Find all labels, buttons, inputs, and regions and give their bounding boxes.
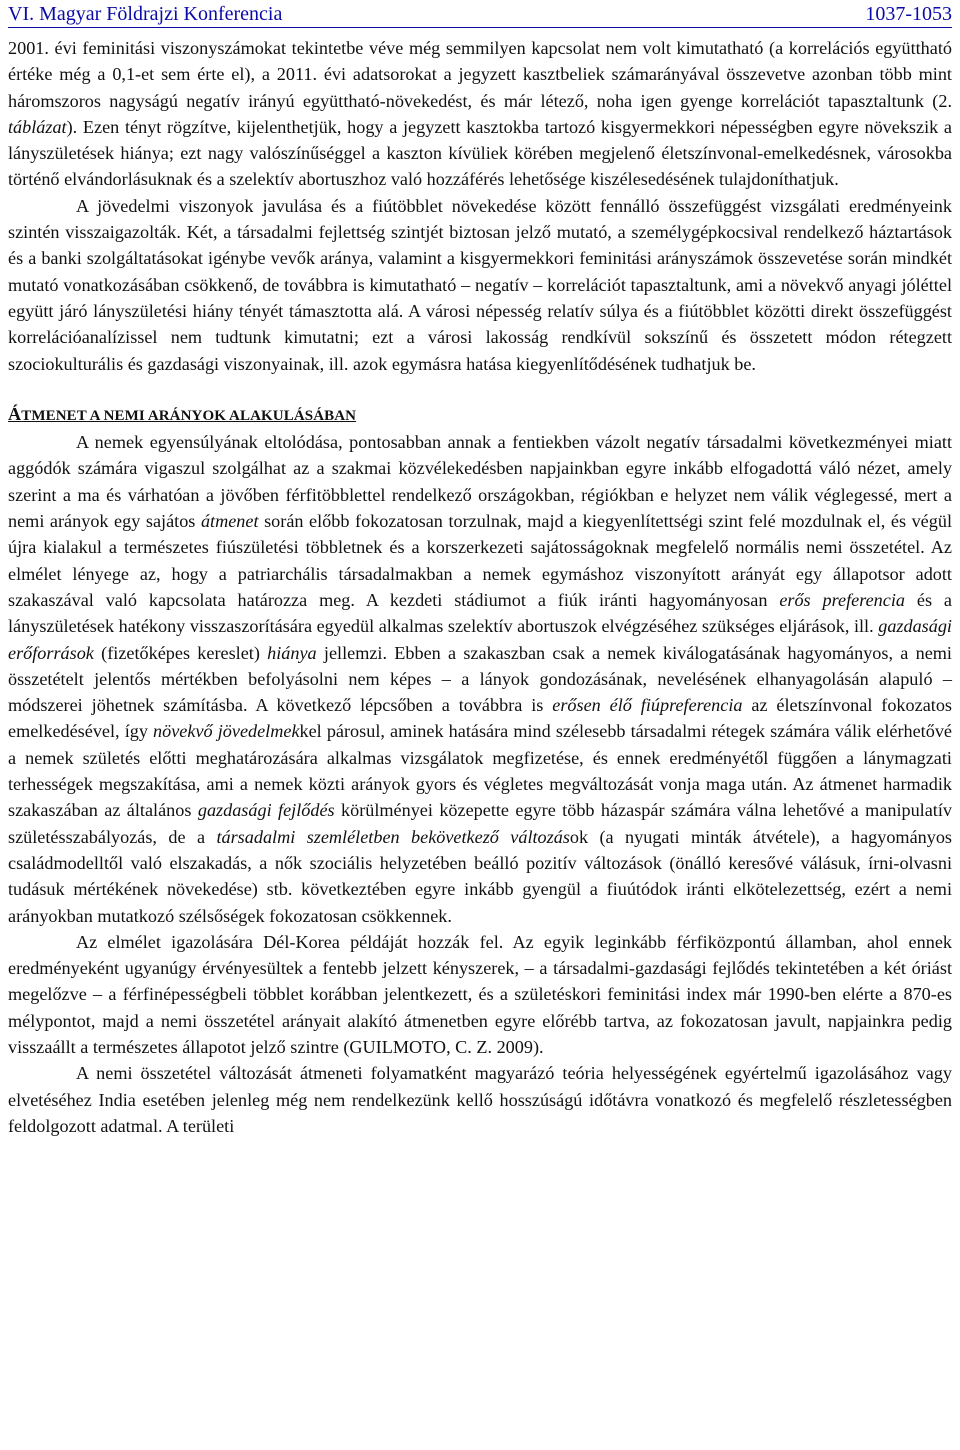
italic-run: átmenet [200, 511, 259, 532]
page-header [8, 0, 952, 28]
article-body [8, 35, 952, 1139]
conference-title: VI. Magyar Földrajzi Konferencia [8, 3, 283, 25]
text-run: körülményei közepette egyre több házaspár számára válna lehetővé a manipulatív születésszabályozás, de a [8, 800, 953, 847]
italic-run: társadalmi szemléletben bekövetkező változás [216, 826, 570, 847]
text-run: az életszínvonal fokozatos emelkedésével, így [8, 695, 952, 742]
text-run: A jövedelmi viszonyok javulása és a fiútöbblet növekedése között fennálló összefüggést vizsgálati eredményeink szintén visszaigazolták. Két, a társadalmi fejlettség szintjét biztosan jelző mutató, a személygépkocsival rendelkező háztartások és a banki szolgáltatásokat igénybe vevők aránya, valamint a kisgyermekkori feminitási arányszámok összevetése során mindkét mutató vonatkozásában csökkenő, de továbbra is kimutatható ‒ negatív ‒ korrelációt tapasztaltunk, ami a növekvő anyagi jóléttel együtt járó lányszületési hiány tényét támasztotta alá. A városi népesség relatív súlya és a fiútöbblet közötti direkt összefüggést korrelációanalízissel nem tudtunk kimutatni; ezt a városi lakosság rendkívül sokszínű és összetett módon rétegzett szociokulturális és gazdasági viszonyainak, ill. azok egymásra hatása kiegyenlítődésének tudhatjuk be. [8, 195, 952, 374]
page-range: 1037-1053 [865, 3, 952, 25]
text-run: ). Ezen tényt rögzítve, kijelenthetjük, hogy a jegyzett kasztokba tartozó kisgyermekkori népességben egyre növekszik a lányszületések hiánya; ezt nagy valószínűséggel a kaszton kívüliek körében megjelenő életszínvonal-emelkedésnek, városokba történő elvándorlásuknak és a szelektív abortuszhoz való hozzáférés lehetősége kiszélesedésének tulajdoníthatjuk. [8, 116, 952, 190]
italic-run: gazdasági erőforrások [8, 616, 952, 663]
italic-run: növekvő jövedelmek [153, 721, 300, 742]
section-heading [8, 401, 952, 429]
text-run: és a lányszületések hatékony visszaszorítására egyedül alkalmas szelektív abortuszok elvégzéséhez szükséges eljárások, ill. [8, 589, 952, 637]
text-run: A nemi összetétel változását átmeneti folyamatként magyarázó teória helyességének egyértelmű igazolásához vagy elvetéséhez India esetében jelenleg még nem rendelkezünk kellő hosszúságú időtávra vonatkozó és megfelelő részletességben feldolgozott adatmal. A területi [8, 1063, 952, 1136]
text-run: során előbb fokozatosan torzulnak, majd a kiegyenlítettségi szint felé mozdulnak el, és végül újra kialakul a természetes fiúszületési többletnek és a korszerkezeti sajátosságoknak megfelelő normális nemi összetétel. Az elmélet lényege az, hogy a patriarchális társadalmakban a nemek egymáshoz viszonyított arányát egy állapotsor adott szakaszával való kapcsolata határozza meg. A kezdeti stádiumot a fiúk iránti hagyományosan [8, 511, 952, 610]
italic-run: gazdasági fejlődés [197, 800, 335, 821]
paragraph-4 [8, 929, 952, 1060]
section-heading-rest: TMENET A NEMI ARÁNYOK ALAKULÁSÁBAN [21, 407, 357, 424]
paragraph-2 [8, 193, 952, 377]
paragraph-1 [8, 35, 952, 193]
text-run: (fizetőképes kereslet) [93, 642, 268, 663]
text-run: G [349, 1036, 363, 1057]
page [8, 0, 952, 1139]
italic-run: táblázat [8, 116, 67, 137]
italic-run: erős preferencia [779, 589, 905, 610]
paragraph-3 [8, 429, 952, 929]
text-run: , C. Z. 2009). [446, 1036, 544, 1057]
text-run: jellemzi. Ebben a szakaszban csak a nemek kiválogatásának hagyományos, a nemi összetételt jelentős mértékben befolyásolni nem képes – a lányok gondozásának, nevelésének elhanyagolásán alapuló – módszerei jöhetnek számításba. A következő lépcsőben a továbbra is [8, 642, 952, 716]
small-caps-run: UILMOTO [362, 1036, 447, 1057]
text-run: ok (a nyugati minták átvétele), a hagyományos családmodelltől való elszakadás, a nők szociális helyzetében beálló pozitív változások (önálló keresővé válásuk, írni-olvasni tudásuk mértékének növekedése) stb. következtében egyre inkább gyengül a fiuútódok iránti elkötelezettség, ezért a nemi arányokban mutatkozó szélsőségek fokozatosan csökkennek. [8, 826, 952, 926]
text-run: Az elmélet igazolására Dél-Korea példáját hozzák fel. Az egyik leginkább férfiközpontú államban, ahol ennek eredményeként ugyanúgy érvényesültek a fentebb jelzett kényszerek, – a társadalmi-gazdasági fejlődés tekintetében a két óriást megelőzve – a férfinépességbeli többlet korábban jelentkezett, és a születéskori feminitási index már 1990-ben elérte a 870-es mélypontot, majd a nemi összetétel arányait alakító átmenetben egyre előrébb tartva, az fokozatosan javult, napjainkra pedig visszaállt a természetes állapotot jelző szintre ( [8, 931, 952, 1057]
italic-run: hiánya [267, 642, 317, 663]
text-run: A nemek egyensúlyának eltolódása, pontosabban annak a fentiekben vázolt negatív társadalmi következményei miatt aggódók számára vigaszul szolgálhat az a szakmai közvélekedésben napjainkban egyre inkább elfogadottá váló nézet, amely szerint a ma és várhatóan a jövőben férfitöbblettel rendelkező országokban, régiókban e helyzet nem válik véglegessé, mert a nemi arányok egy sajátos [8, 432, 952, 532]
italic-run: erősen élő fiúpreferencia [552, 695, 743, 716]
paragraph-5 [8, 1060, 952, 1139]
section-heading-initial: Á [8, 403, 22, 424]
text-run: kel párosul, aminek hatására mind szélesebb társadalmi rétegek számára válik elérhetővé a nemek születés előtti meghatározására alkalmas vizsgálatok megfizetése, és ennek eredményétől függően a lánymagzati terhességek megszakítása, ami a nemek közti arányok gyors és végletes megváltozását vonja maga után. Az átmenet harmadik szakaszában az általános [8, 721, 952, 821]
text-run: 2001. évi feminitási viszonyszámokat tekintetbe véve még semmilyen kapcsolat nem volt kimutatható (a korrelációs együttható értéke még a 0,1-et sem érte el), a 2011. évi adatsorokat a jegyzett kasztbeliek számarányával összevetve azonban több mint háromszoros nagyságú negatív irányú együttható-növekedést, és már létező, noha igen gyenge korrelációt tapasztaltunk (2. [8, 38, 952, 111]
